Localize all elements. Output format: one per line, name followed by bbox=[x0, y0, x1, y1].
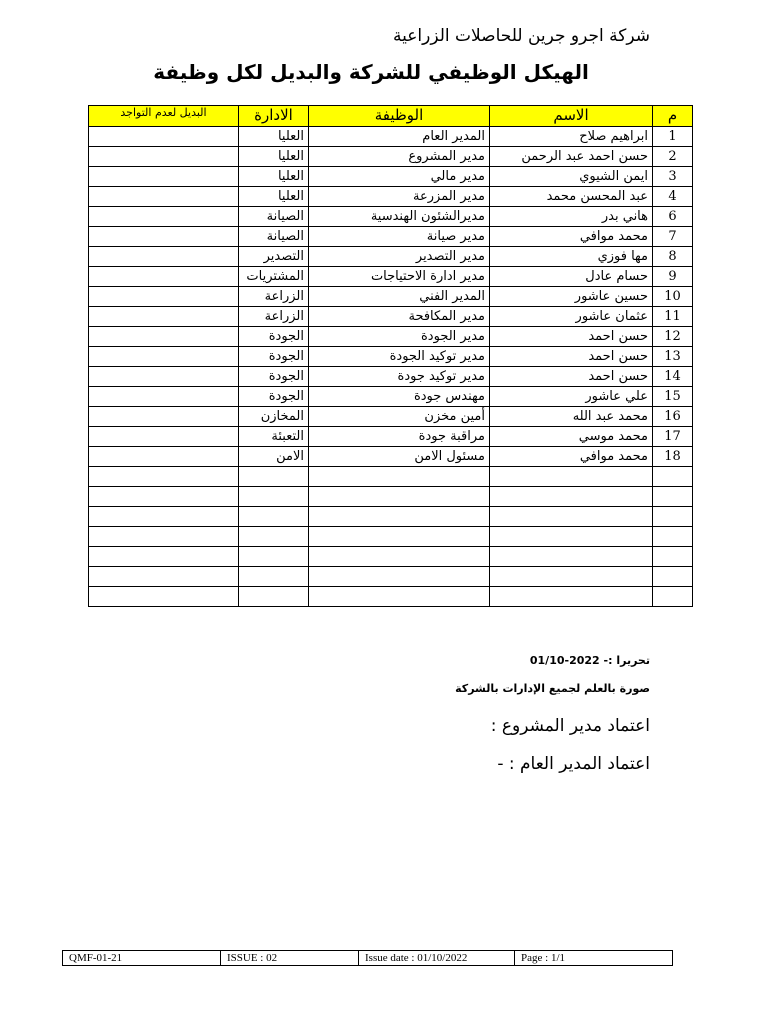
general-manager-approval: اعتماد المدير العام : - bbox=[497, 754, 650, 774]
cell-num: 17 bbox=[653, 427, 693, 447]
table-row bbox=[89, 307, 693, 327]
empty-cell bbox=[490, 587, 653, 607]
cell-job: أمين مخزن bbox=[309, 407, 490, 427]
cell-num: 6 bbox=[653, 207, 693, 227]
empty-cell bbox=[309, 467, 490, 487]
table-row bbox=[89, 327, 693, 347]
cell-dept: الجودة bbox=[239, 387, 309, 407]
cell-dept: الزراعة bbox=[239, 287, 309, 307]
empty-cell bbox=[653, 487, 693, 507]
edit-date: تحريرا :- 2022-01/10 bbox=[529, 654, 650, 667]
empty-cell bbox=[653, 587, 693, 607]
cell-num: 11 bbox=[653, 307, 693, 327]
cell-job: مدير التصدير bbox=[309, 247, 490, 267]
cell-job: مدير توكيد الجودة bbox=[309, 347, 490, 367]
table-row bbox=[89, 447, 693, 467]
empty-cell bbox=[89, 507, 239, 527]
table-row bbox=[89, 187, 693, 207]
col-header-alternate: البديل لعدم التواجد bbox=[89, 106, 239, 127]
cell-alternate bbox=[89, 227, 239, 247]
table-row bbox=[89, 287, 693, 307]
cell-name: هاني بدر bbox=[490, 207, 653, 227]
cell-alternate bbox=[89, 427, 239, 447]
form-code: QMF-01-21 bbox=[63, 951, 221, 966]
table-row bbox=[89, 367, 693, 387]
empty-cell bbox=[89, 587, 239, 607]
cell-num: 12 bbox=[653, 327, 693, 347]
cell-num: 8 bbox=[653, 247, 693, 267]
cell-dept: العليا bbox=[239, 167, 309, 187]
cell-num: 4 bbox=[653, 187, 693, 207]
empty-row bbox=[89, 487, 693, 507]
empty-row bbox=[89, 467, 693, 487]
table-row bbox=[89, 147, 693, 167]
cell-name: علي عاشور bbox=[490, 387, 653, 407]
cell-dept: العليا bbox=[239, 147, 309, 167]
structure-table bbox=[88, 105, 693, 607]
cell-name: عبد المحسن محمد bbox=[490, 187, 653, 207]
table-row bbox=[89, 207, 693, 227]
empty-cell bbox=[653, 507, 693, 527]
col-header-name: الاسم bbox=[490, 106, 653, 127]
cell-alternate bbox=[89, 147, 239, 167]
cell-alternate bbox=[89, 167, 239, 187]
empty-cell bbox=[309, 527, 490, 547]
table-row bbox=[89, 407, 693, 427]
cell-num: 16 bbox=[653, 407, 693, 427]
empty-cell bbox=[309, 547, 490, 567]
table-row bbox=[89, 267, 693, 287]
empty-row bbox=[89, 587, 693, 607]
cell-name: مها فوزي bbox=[490, 247, 653, 267]
cell-alternate bbox=[89, 447, 239, 467]
cell-alternate bbox=[89, 207, 239, 227]
cell-dept: التعبئة bbox=[239, 427, 309, 447]
cell-dept: العليا bbox=[239, 127, 309, 147]
cell-num: 3 bbox=[653, 167, 693, 187]
cell-alternate bbox=[89, 267, 239, 287]
cell-job: مسئول الامن bbox=[309, 447, 490, 467]
cell-alternate bbox=[89, 387, 239, 407]
cell-dept: الصيانة bbox=[239, 227, 309, 247]
cell-job: مدير المشروع bbox=[309, 147, 490, 167]
empty-cell bbox=[309, 567, 490, 587]
page-number: Page : 1/1 bbox=[515, 951, 673, 966]
cell-dept: المخازن bbox=[239, 407, 309, 427]
empty-row bbox=[89, 547, 693, 567]
col-header-num: م bbox=[653, 106, 693, 127]
col-header-job: الوظيفة bbox=[309, 106, 490, 127]
empty-row bbox=[89, 567, 693, 587]
cell-num: 14 bbox=[653, 367, 693, 387]
cell-dept: الجودة bbox=[239, 327, 309, 347]
empty-cell bbox=[309, 507, 490, 527]
cell-dept: الجودة bbox=[239, 367, 309, 387]
cell-alternate bbox=[89, 247, 239, 267]
empty-row bbox=[89, 507, 693, 527]
empty-cell bbox=[89, 547, 239, 567]
cell-num: 18 bbox=[653, 447, 693, 467]
cell-name: ايمن الشيوي bbox=[490, 167, 653, 187]
empty-cell bbox=[309, 487, 490, 507]
empty-cell bbox=[89, 467, 239, 487]
cell-dept: الامن bbox=[239, 447, 309, 467]
empty-cell bbox=[490, 487, 653, 507]
table-row bbox=[89, 387, 693, 407]
empty-cell bbox=[490, 467, 653, 487]
issue-date: Issue date : 01/10/2022 bbox=[359, 951, 515, 966]
empty-cell bbox=[490, 527, 653, 547]
cell-job: مهندس جودة bbox=[309, 387, 490, 407]
cell-name: محمد عبد الله bbox=[490, 407, 653, 427]
empty-cell bbox=[239, 547, 309, 567]
cell-alternate bbox=[89, 307, 239, 327]
table-row bbox=[89, 167, 693, 187]
cell-alternate bbox=[89, 327, 239, 347]
cell-dept: العليا bbox=[239, 187, 309, 207]
cell-num: 10 bbox=[653, 287, 693, 307]
cell-dept: الجودة bbox=[239, 347, 309, 367]
table-row bbox=[89, 427, 693, 447]
empty-cell bbox=[490, 547, 653, 567]
cell-job: مدير الجودة bbox=[309, 327, 490, 347]
cell-job: المدير الفني bbox=[309, 287, 490, 307]
empty-cell bbox=[309, 587, 490, 607]
cell-num: 7 bbox=[653, 227, 693, 247]
empty-cell bbox=[239, 527, 309, 547]
cell-name: عثمان عاشور bbox=[490, 307, 653, 327]
cell-name: ابراهيم صلاح bbox=[490, 127, 653, 147]
cell-dept: التصدير bbox=[239, 247, 309, 267]
cell-name: حسن احمد bbox=[490, 367, 653, 387]
cell-alternate bbox=[89, 407, 239, 427]
empty-cell bbox=[89, 487, 239, 507]
empty-cell bbox=[490, 507, 653, 527]
cell-num: 9 bbox=[653, 267, 693, 287]
empty-cell bbox=[653, 467, 693, 487]
issue-number: ISSUE : 02 bbox=[221, 951, 359, 966]
empty-cell bbox=[89, 527, 239, 547]
cell-alternate bbox=[89, 187, 239, 207]
cell-alternate bbox=[89, 367, 239, 387]
cell-job: مدير المزرعة bbox=[309, 187, 490, 207]
cell-job: مدير صيانة bbox=[309, 227, 490, 247]
table-header-row bbox=[89, 106, 693, 127]
cell-job: المدير العام bbox=[309, 127, 490, 147]
cell-name: حسين عاشور bbox=[490, 287, 653, 307]
cell-name: حسن احمد bbox=[490, 347, 653, 367]
cell-name: محمد موافي bbox=[490, 447, 653, 467]
company-name: شركة اجرو جرين للحاصلات الزراعية bbox=[393, 26, 650, 46]
table-row bbox=[89, 347, 693, 367]
cell-name: حسن احمد bbox=[490, 327, 653, 347]
empty-cell bbox=[239, 507, 309, 527]
cell-dept: الصيانة bbox=[239, 207, 309, 227]
cell-name: حسام عادل bbox=[490, 267, 653, 287]
cell-alternate bbox=[89, 347, 239, 367]
cell-job: مدير المكافحة bbox=[309, 307, 490, 327]
cell-job: مديرالشئون الهندسية bbox=[309, 207, 490, 227]
cell-name: حسن احمد عبد الرحمن bbox=[490, 147, 653, 167]
cell-num: 2 bbox=[653, 147, 693, 167]
cell-job: مدير توكيد جودة bbox=[309, 367, 490, 387]
project-manager-approval: اعتماد مدير المشروع : bbox=[490, 716, 650, 736]
empty-cell bbox=[653, 547, 693, 567]
cell-num: 1 bbox=[653, 127, 693, 147]
empty-cell bbox=[653, 527, 693, 547]
empty-cell bbox=[239, 587, 309, 607]
empty-cell bbox=[239, 467, 309, 487]
empty-cell bbox=[490, 567, 653, 587]
copy-notice: صورة بالعلم لجميع الإدارات بالشركة bbox=[455, 682, 650, 695]
cell-alternate bbox=[89, 127, 239, 147]
table-row bbox=[89, 227, 693, 247]
empty-cell bbox=[239, 567, 309, 587]
cell-num: 13 bbox=[653, 347, 693, 367]
cell-job: مدير مالي bbox=[309, 167, 490, 187]
table-row bbox=[89, 127, 693, 147]
cell-name: محمد موسي bbox=[490, 427, 653, 447]
cell-num: 15 bbox=[653, 387, 693, 407]
cell-job: مدير ادارة الاحتياجات bbox=[309, 267, 490, 287]
empty-row bbox=[89, 527, 693, 547]
cell-job: مراقبة جودة bbox=[309, 427, 490, 447]
cell-alternate bbox=[89, 287, 239, 307]
page-title: الهيكل الوظيفي للشركة والبديل لكل وظيفة bbox=[153, 60, 589, 84]
empty-cell bbox=[89, 567, 239, 587]
table-row bbox=[89, 247, 693, 267]
document-footer bbox=[62, 950, 673, 966]
cell-dept: الزراعة bbox=[239, 307, 309, 327]
col-header-dept: الادارة bbox=[239, 106, 309, 127]
empty-cell bbox=[653, 567, 693, 587]
cell-name: محمد موافي bbox=[490, 227, 653, 247]
cell-dept: المشتريات bbox=[239, 267, 309, 287]
empty-cell bbox=[239, 487, 309, 507]
